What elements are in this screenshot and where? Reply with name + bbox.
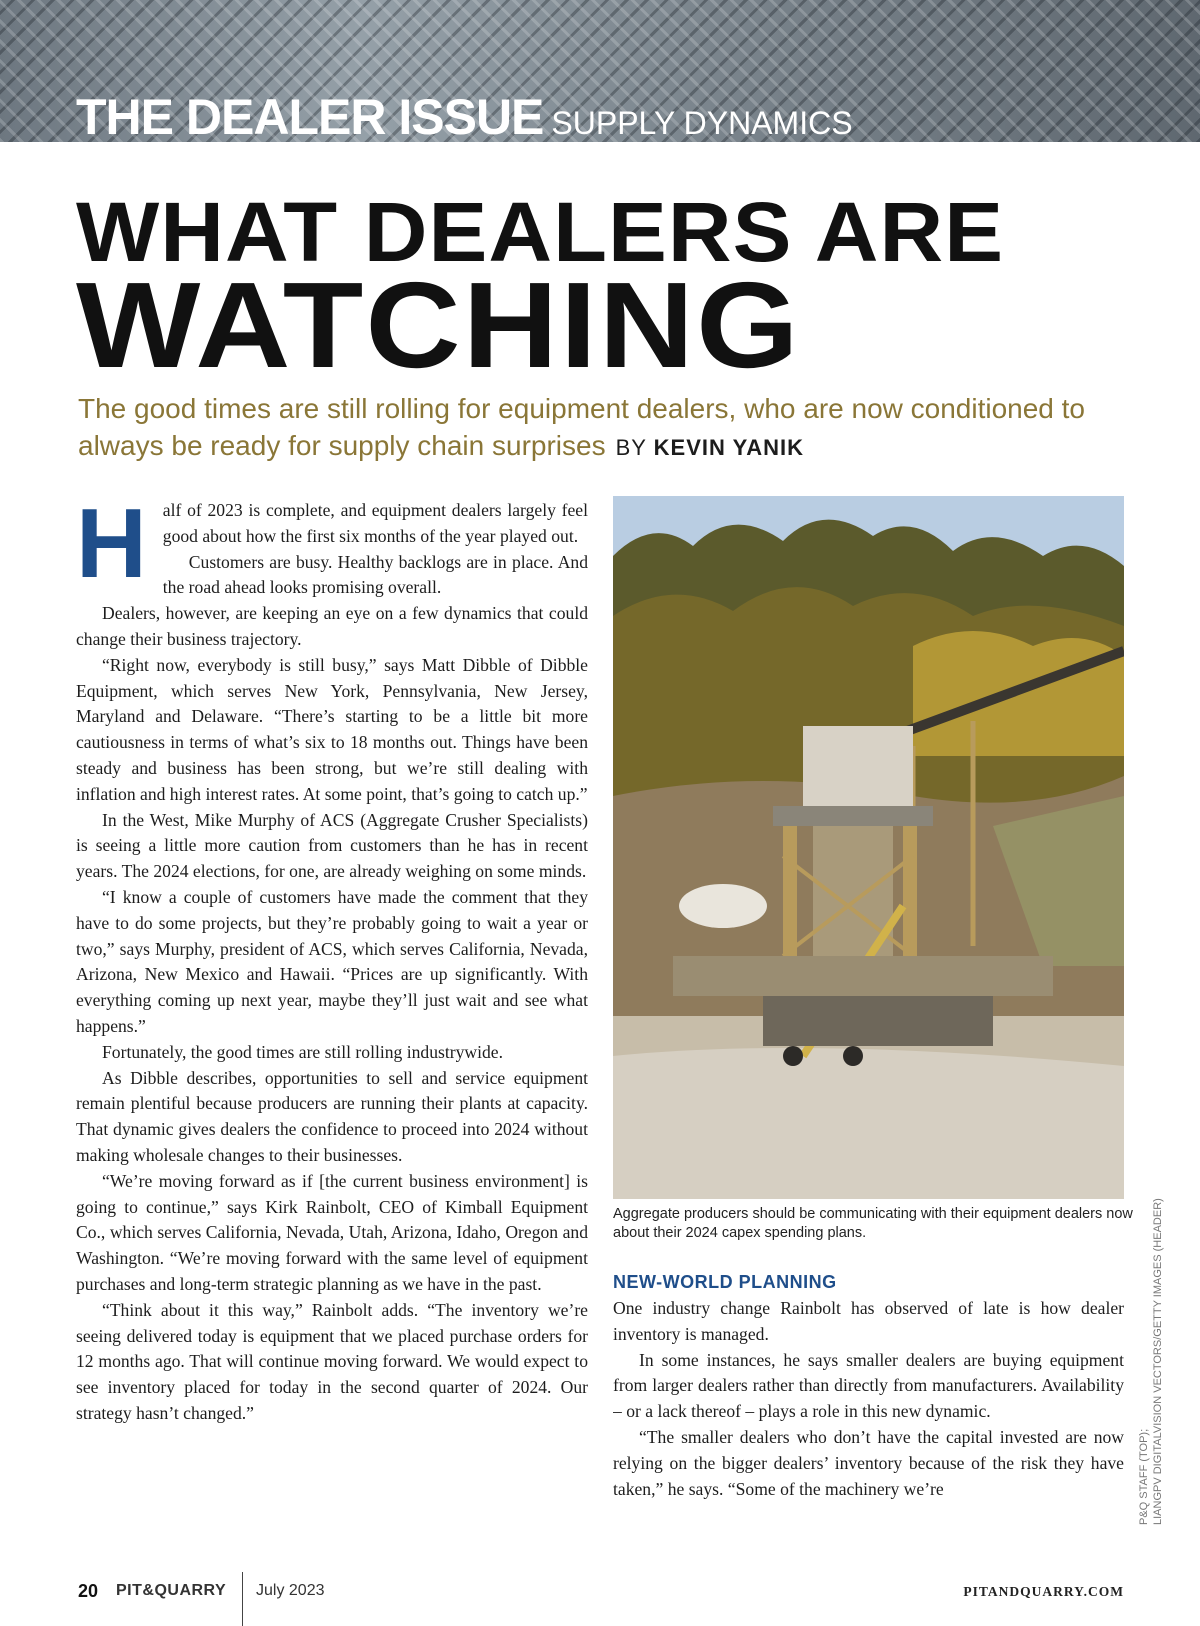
headline-line-2: WATCHING: [76, 257, 801, 393]
paragraph: In some instances, he says smaller dealers are buying equipment from larger dealers rather than directly from manufacturers. Availability – or a lack thereof – plays a role in this new dynamic.: [613, 1349, 1124, 1422]
drop-cap: H: [76, 498, 147, 598]
issue-name: THE DEALER ISSUE: [76, 89, 544, 142]
paragraph: Fortunately, the good times are still rolling industrywide.: [102, 1041, 504, 1062]
photo-credit-line: LIANGPV DIGITALVISION VECTORS/GETTY IMAGES (HEADER): [1152, 1198, 1164, 1525]
paragraph: “I know a couple of customers have made the comment that they have to do some projects, but they’re probably going to wait a year or two,” says Murphy, president of ACS, which serves California, Nevada, Arizona, New Mexico and Hawaii. “Prices are up significantly. With everything coming up next year, maybe they’ll just wait and see what happens.”: [76, 886, 588, 1036]
paragraph: Customers are busy. Healthy backlogs are in place. And the road ahead looks promising overall.: [162, 551, 588, 598]
photo-credit-line: P&Q STAFF (TOP);: [1138, 1428, 1150, 1525]
quarry-plant-photo: [613, 496, 1124, 1199]
footer-divider: [242, 1572, 243, 1626]
paragraph: “Think about it this way,” Rainbolt adds. “The inventory we’re seeing delivered today is equipment that we placed purchase orders for 12 months ago. That will continue moving forward. We would expect to see inventory placed for today in the second quarter of 2024. Our strategy hasn’t changed.”: [76, 1299, 588, 1423]
page-number: 20: [78, 1581, 99, 1601]
quarry-plant-illustration: [613, 496, 1124, 1199]
paragraph: alf of 2023 is complete, and equipment dealers largely feel good about how the first six months of the year played out.: [162, 500, 588, 546]
header-banner: [0, 0, 1200, 142]
section-name: SUPPLY DYNAMICS: [551, 105, 853, 141]
paragraph: Dealers, however, are keeping an eye on a few dynamics that could change their business trajectory.: [76, 603, 588, 649]
publication-name: PIT&QUARRY: [116, 1582, 227, 1599]
subhead: NEW-WORLD PLANNING: [613, 1272, 837, 1292]
article-right-column: [613, 1296, 1124, 1528]
paragraph: “The smaller dealers who don’t have the capital invested are now relying on the bigger dealers’ inventory because of the risk they have taken,” he says. “Some of the machinery we’re: [613, 1426, 1124, 1499]
author-name: KEVIN YANIK: [653, 435, 805, 460]
photo-caption: Aggregate producers should be communicating with their equipment dealers now about their 2024 capex spending plans.: [613, 1206, 1133, 1241]
dek: [78, 390, 1098, 466]
paragraph: “We’re moving forward as if [the current business environment] is going to continue,” says Kirk Rainbolt, CEO of Kimball Equipment Co., which serves California, Nevada, Utah, Arizona, Idaho, Oregon and Washington. “We’re moving forward with the same level of equipment purchases and long-term strategic planning as we have in the past.: [76, 1170, 588, 1294]
byline: [616, 435, 804, 460]
article-left-column: [76, 498, 588, 1528]
issue-date: July 2023: [256, 1582, 325, 1599]
page-footer: [0, 1560, 1200, 1626]
paragraph: As Dibble describes, opportunities to sell and service equipment remain plentiful because producers are running their plants at capacity. That dynamic gives dealers the confidence to proceed into 2024 without making wholesale changes to their businesses.: [76, 1067, 588, 1165]
issue-title: [76, 89, 853, 142]
photo-credit: [1137, 1195, 1173, 1525]
paragraph: In the West, Mike Murphy of ACS (Aggregate Crusher Specialists) is seeing a little more caution from customers than he has in recent years. The 2024 elections, for one, are already weighing on some minds.: [76, 809, 588, 882]
paragraph: One industry change Rainbolt has observed of late is how dealer inventory is managed.: [613, 1298, 1124, 1344]
headline-line-1: WHAT DEALERS ARE: [76, 185, 1005, 279]
byline-label: BY: [615, 435, 647, 460]
website-link[interactable]: PITANDQUARRY.COM: [963, 1584, 1124, 1599]
paragraph: “Right now, everybody is still busy,” says Matt Dibble of Dibble Equipment, which serves New York, Pennsylvania, New Jersey, Maryland and Delaware. “There’s starting to be a little bit more cautiousness in terms of what’s six to 18 months out. Things have been steady and business has been strong, but we’re still dealing with inflation and high interest rates. At some point, that’s going to catch up.”: [76, 654, 588, 804]
dek-text: The good times are still rolling for equipment dealers, who are now conditioned to always be ready for supply chain surprises: [78, 393, 1086, 461]
